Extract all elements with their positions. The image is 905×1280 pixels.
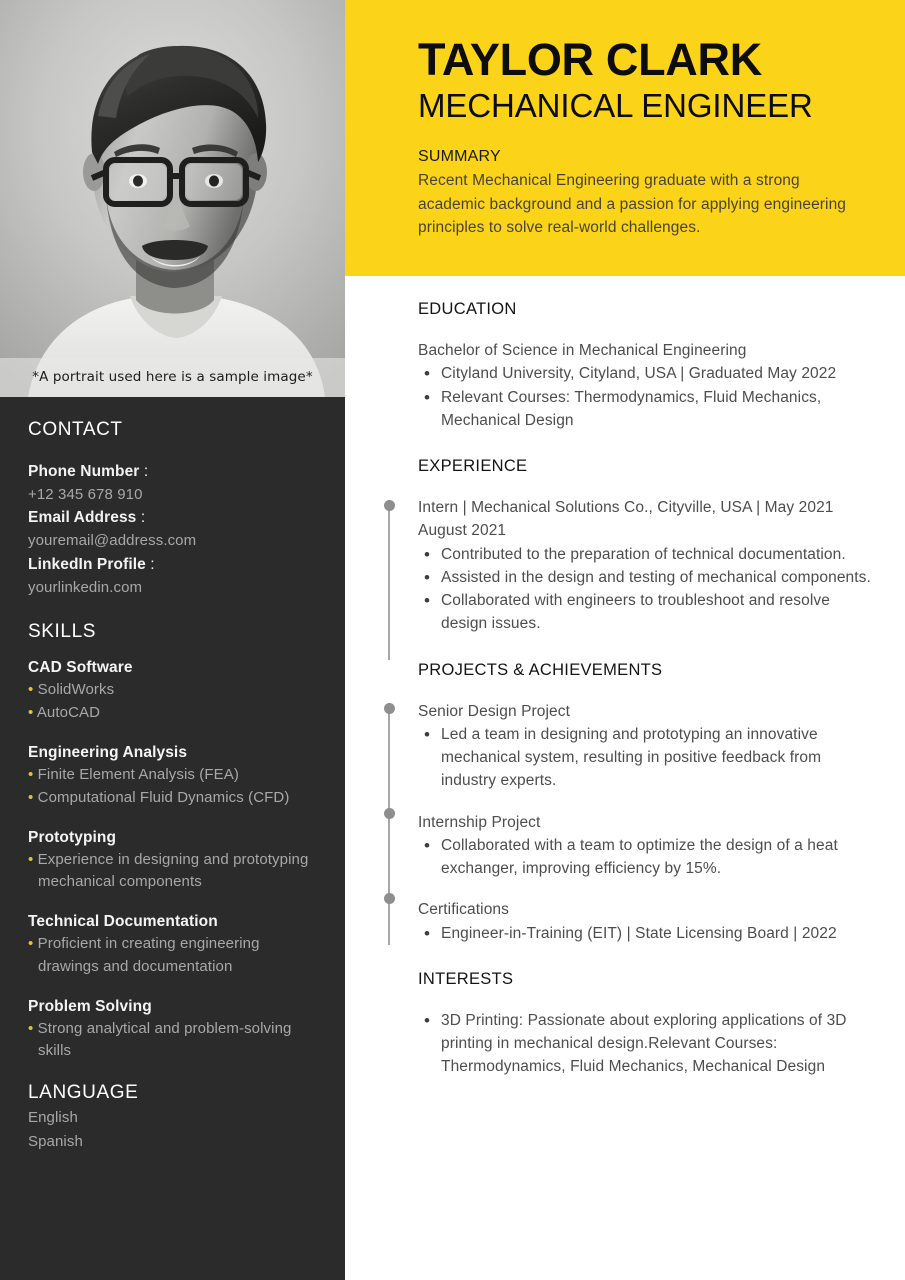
skill-item: • Experience in designing and prototyping mechanical components	[28, 850, 309, 891]
list-item: • Contributed to the preparation of technical documentation.	[420, 543, 875, 566]
project-entry-title: Internship Project	[418, 813, 541, 831]
skill-group-title: Prototyping	[28, 828, 117, 846]
skill-item: • Finite Element Analysis (FEA)	[28, 765, 239, 783]
main-column	[345, 0, 905, 1280]
list-item: • Collaborated with a team to optimize the design of a heat exchanger, improving efficiency by 15%.	[420, 834, 875, 881]
skill-group-title: Problem Solving	[28, 997, 152, 1015]
summary-text: Recent Mechanical Engineering graduate with a strong academic background and a passion for applying engineering principles to solve real-world challenges.	[418, 171, 847, 237]
language-item: Spanish	[28, 1132, 83, 1150]
skill-item: • SolidWorks	[28, 681, 115, 699]
bullet-icon: •	[28, 681, 34, 699]
education-degree: Bachelor of Science in Mechanical Engineering	[418, 342, 747, 359]
language-item: English	[28, 1109, 78, 1127]
timeline-dot-icon	[384, 893, 395, 904]
portrait-photo	[0, 0, 345, 397]
skill-group-title: Engineering Analysis	[28, 743, 188, 761]
header-banner	[345, 0, 905, 276]
list-item: • Relevant Courses: Thermodynamics, Fluid Mechanics, Mechanical Design	[420, 386, 875, 433]
portrait-photo-block	[0, 0, 345, 397]
contact-value-linkedin[interactable]: yourlinkedin.com	[28, 578, 143, 596]
experience-bullets	[420, 543, 875, 636]
sidebar-column	[0, 0, 345, 1280]
list-item: • Cityland University, Cityland, USA | Graduated May 2022	[420, 362, 875, 385]
contact-label-linkedin: LinkedIn Profile :	[28, 555, 155, 573]
list-item: • Engineer-in-Training (EIT) | State Licensing Board | 2022	[420, 922, 875, 945]
projects-timeline-wrap	[418, 700, 875, 945]
education-bullets	[420, 362, 875, 432]
timeline-dot-icon	[384, 703, 395, 714]
experience-entry-title: Intern | Mechanical Solutions Co., Cityville, USA | May 2021 August 2021	[418, 499, 834, 540]
projects-heading: PROJECTS & ACHIEVEMENTS	[418, 660, 663, 679]
timeline-rail	[388, 500, 390, 660]
skill-item: • Computational Fluid Dynamics (CFD)	[28, 788, 290, 806]
contact-value-email[interactable]: youremail@address.com	[28, 532, 197, 550]
photo-caption: *A portrait used here is a sample image*	[32, 369, 313, 385]
contact-value-phone[interactable]: +12 345 678 910	[28, 485, 143, 503]
certifications-bullets	[420, 922, 875, 945]
language-heading: LANGUAGE	[28, 1082, 139, 1104]
bullet-icon: •	[28, 1019, 34, 1037]
skill-group	[28, 829, 317, 895]
skill-group	[28, 744, 317, 810]
certifications-entry-title: Certifications	[418, 901, 509, 919]
skill-group	[28, 913, 317, 979]
skill-group	[28, 998, 317, 1064]
skill-group	[28, 659, 317, 725]
interests-bullets	[420, 1009, 875, 1079]
bullet-icon: •	[28, 704, 34, 722]
skills-heading: SKILLS	[28, 621, 97, 643]
summary-heading: SUMMARY	[418, 147, 501, 165]
main-body	[345, 276, 905, 1079]
bullet-icon: •	[28, 765, 34, 783]
education-heading: EDUCATION	[418, 300, 517, 318]
bullet-icon: •	[28, 788, 34, 806]
project-entry-title: Senior Design Project	[418, 702, 571, 720]
bullet-icon: •	[28, 850, 34, 868]
list-item: • 3D Printing: Passionate about exploring applications of 3D printing in mechanical design.Relevant Courses: Thermodynamics, Fluid Mechanics, Mechanical Design	[420, 1009, 875, 1079]
experience-timeline-wrap	[418, 496, 875, 636]
contact-label-phone: Phone Number :	[28, 463, 149, 480]
skill-item: • Strong analytical and problem-solving skills	[28, 1019, 292, 1060]
skill-group-title: Technical Documentation	[28, 913, 218, 931]
list-item: • Assisted in the design and testing of mechanical components.	[420, 566, 875, 589]
skill-group-title: CAD Software	[28, 659, 133, 677]
contact-heading: CONTACT	[28, 419, 123, 440]
page-title: TAYLOR CLARK	[418, 34, 762, 85]
experience-heading: EXPERIENCE	[418, 457, 528, 475]
skill-item: • AutoCAD	[28, 704, 101, 722]
job-title: MECHANICAL ENGINEER	[418, 86, 813, 124]
list-item: • Collaborated with engineers to troubleshoot and resolve design issues.	[420, 589, 875, 636]
timeline-dot-icon	[384, 808, 395, 819]
project-bullets	[420, 723, 875, 793]
skill-item: • Proficient in creating engineering drawings and documentation	[28, 935, 260, 975]
sidebar-content	[0, 397, 345, 1153]
timeline-dot-icon	[384, 500, 395, 511]
timeline-rail	[388, 703, 390, 945]
list-item: • Led a team in designing and prototyping an innovative mechanical system, resulting in positive feedback from industry experts.	[420, 723, 875, 793]
project-bullets	[420, 834, 875, 881]
interests-heading: INTERESTS	[418, 969, 514, 988]
contact-label-email: Email Address :	[28, 509, 146, 527]
contact-list	[28, 461, 317, 599]
bullet-icon: •	[28, 935, 34, 953]
